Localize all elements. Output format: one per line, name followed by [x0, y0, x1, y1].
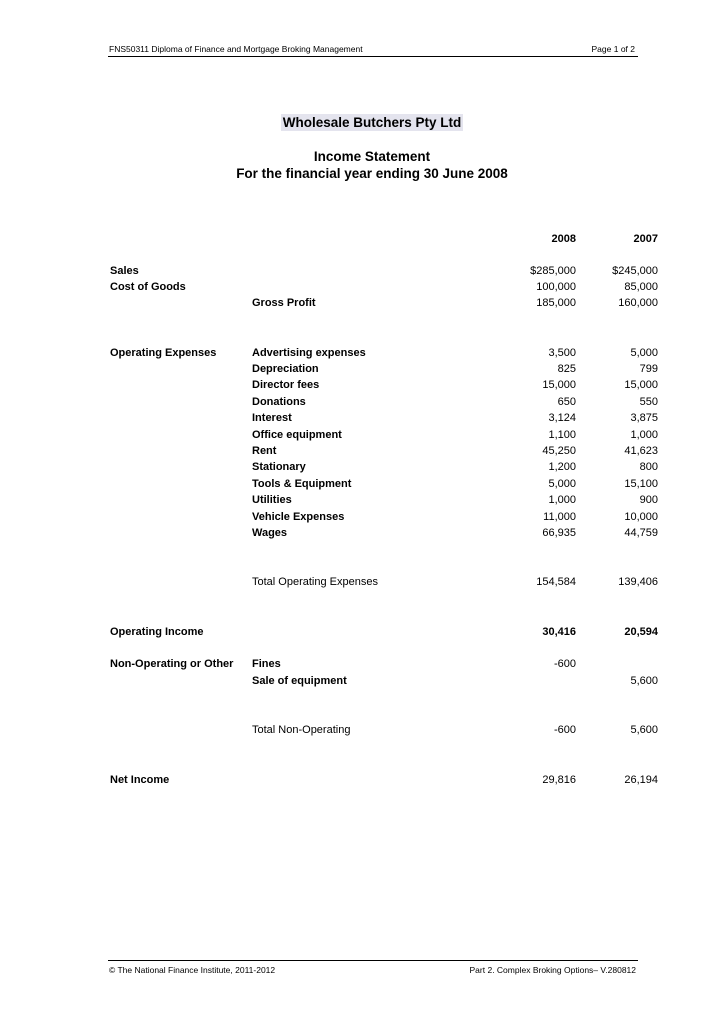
row-opex-office-equipment: Office equipment 1,100 1,000	[252, 429, 658, 441]
copyright-text: © The National Finance Institute, 2011-2012	[109, 965, 276, 975]
page-footer	[108, 960, 638, 975]
row-opex-wages: Wages 66,935 44,759	[252, 527, 658, 539]
row-opex-rent: Rent 45,250 41,623	[252, 445, 658, 457]
column-headers	[0, 233, 724, 249]
row-sales: Sales $285,000 $245,000	[110, 265, 658, 277]
row-operating-income: Operating Income 30,416 20,594	[110, 626, 658, 638]
row-opex-tools-equipment: Tools & Equipment 5,000 15,100	[252, 478, 658, 490]
row-opex-donations: Donations 650 550	[252, 396, 658, 408]
row-total-non-operating: Total Non-Operating -600 5,600	[252, 724, 658, 736]
row-opex-stationary: Stationary 1,200 800	[252, 461, 658, 473]
row-total-operating-expenses: Total Operating Expenses 154,584 139,406	[252, 576, 658, 588]
row-opex-director-fees: Director fees 15,000 15,000	[252, 379, 658, 391]
version-text: Part 2. Complex Broking Options– V.280812	[469, 965, 636, 975]
row-net-income: Net Income 29,816 26,194	[110, 774, 658, 786]
section-operating-expenses: Operating Expenses	[110, 347, 217, 359]
row-nonop-sale-of-equipment: Sale of equipment 5,600	[252, 675, 658, 687]
page-header	[108, 42, 638, 57]
row-opex-utilities: Utilities 1,000 900	[252, 494, 658, 506]
row-nonop-fines: Non-Operating or Other Fines -600	[110, 658, 576, 670]
column-header-2007: 2007	[633, 233, 658, 245]
section-non-operating: Non-Operating or Other	[110, 658, 234, 670]
column-header-2008: 2008	[551, 233, 576, 245]
page-number: Page 1 of 2	[591, 44, 635, 54]
row-opex-vehicle-expenses: Vehicle Expenses 11,000 10,000	[252, 511, 658, 523]
row-cost-of-goods: Cost of Goods 100,000 85,000	[110, 281, 658, 293]
row-gross-profit: Gross Profit 185,000 160,000	[252, 297, 658, 309]
row-opex-interest: Interest 3,124 3,875	[252, 412, 658, 424]
course-title: FNS50311 Diploma of Finance and Mortgage Broking Management	[109, 44, 363, 54]
company-name: Wholesale Butchers Pty Ltd	[282, 115, 462, 130]
row-opex-depreciation: Depreciation 825 799	[252, 363, 658, 375]
statement-period: For the financial year ending 30 June 2008	[236, 166, 508, 181]
statement-title: Income Statement	[313, 149, 431, 164]
row-opex-advertising: Operating Expenses Advertising expenses 3,500 5,000	[110, 347, 658, 359]
